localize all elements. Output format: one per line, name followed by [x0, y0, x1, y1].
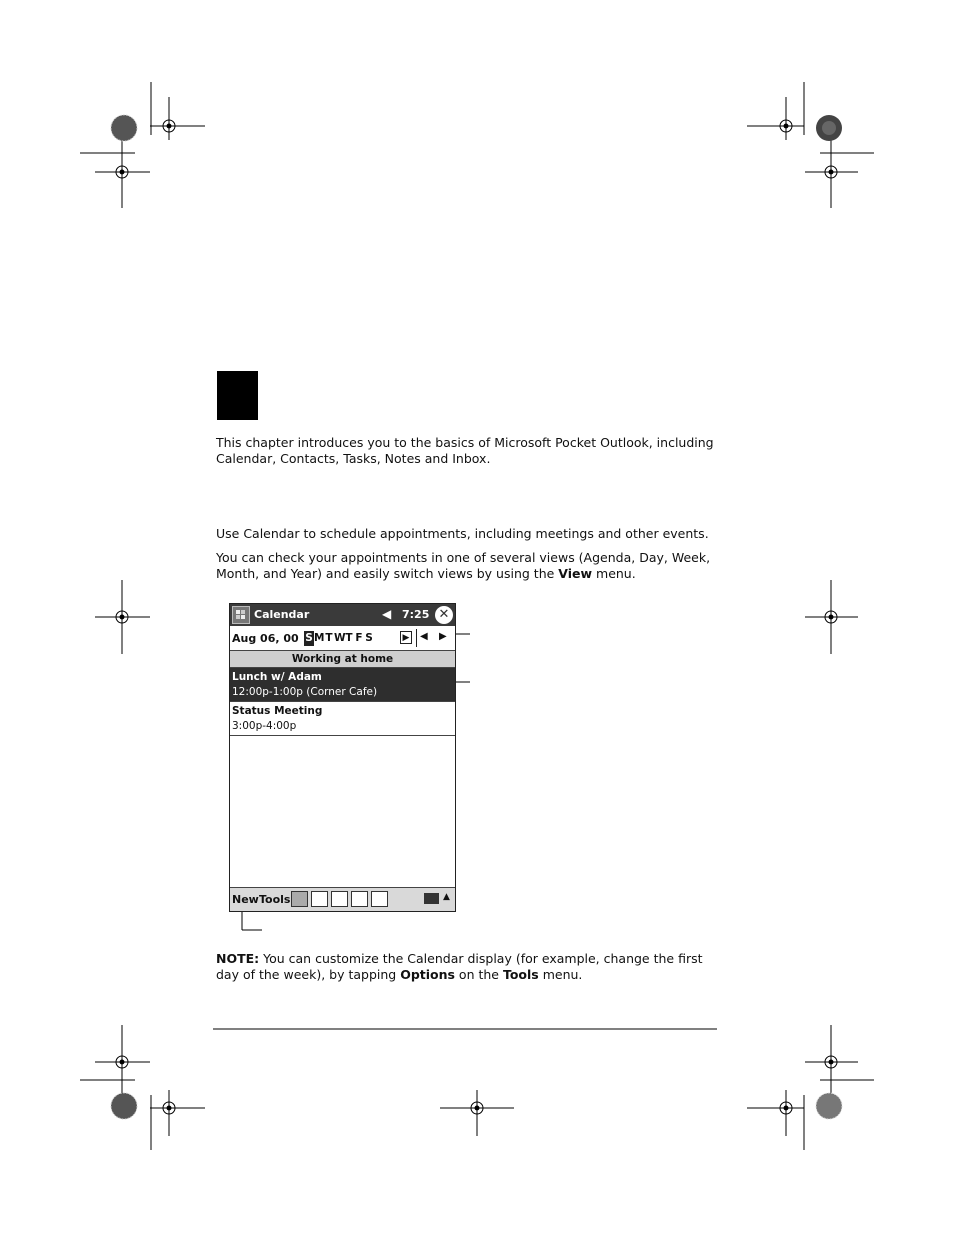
year-view-icon[interactable] [371, 891, 388, 907]
options-ref: Options [400, 966, 455, 982]
windows-flag-icon[interactable] [232, 606, 250, 624]
note-text-3: menu. [538, 966, 583, 982]
note-paragraph [216, 951, 726, 982]
day-view-icon[interactable] [311, 891, 328, 907]
calendar-paragraph-2 [216, 550, 726, 581]
intro-paragraph: This chapter introduces you to the basics of Microsoft Pocket Outlook, including Calendar, Contacts, Tasks, Notes and Inbox. [216, 435, 714, 466]
calendar-paragraph-1: Use Calendar to schedule appointments, including meetings and other events. [216, 526, 709, 541]
new-menu[interactable]: New [232, 893, 259, 906]
speaker-icon[interactable]: ◀︎ [382, 607, 392, 621]
goto-today-icon[interactable]: ▶ [400, 631, 412, 644]
chapter-tab-block [217, 371, 258, 420]
keyboard-icon[interactable] [424, 893, 439, 904]
title-bar [230, 604, 455, 626]
week-view-icon[interactable] [331, 891, 348, 907]
appointment-item[interactable] [230, 668, 455, 702]
weekday-sun[interactable]: S [305, 632, 313, 644]
note-text-2: on the [454, 966, 503, 982]
nav-separator [416, 629, 417, 647]
weekday-mon[interactable]: M [314, 632, 325, 644]
current-date[interactable]: Aug 06, 00 [232, 632, 299, 645]
weekday-selector [304, 631, 374, 646]
input-panel-arrow-icon[interactable]: ▲ [443, 892, 450, 902]
tools-menu[interactable]: Tools [259, 893, 291, 906]
appointment-title: Lunch w/ Adam [232, 671, 322, 683]
weekday-thu[interactable]: T [345, 632, 353, 644]
calendar-screenshot [229, 603, 456, 912]
weekday-tue[interactable]: T [325, 632, 333, 644]
tools-ref: Tools [502, 966, 539, 982]
appointment-item[interactable] [230, 702, 455, 736]
view-menu-ref: View [558, 565, 593, 581]
weekday-fri[interactable]: F [355, 632, 363, 644]
month-view-icon[interactable] [351, 891, 368, 907]
appointment-title: Status Meeting [232, 705, 323, 717]
all-day-event[interactable]: Working at home [230, 651, 455, 668]
clock-time[interactable]: 7:25 [402, 608, 430, 621]
date-nav-bar [230, 626, 455, 651]
command-bar [230, 887, 455, 912]
para2-text-start: You can check your appointments in one of several views (Agenda, Day, Week, Month, and Year) and easily switch views by using the [216, 550, 711, 581]
appointment-detail: 3:00p-4:00p [232, 720, 297, 732]
agenda-view-icon[interactable] [291, 891, 308, 907]
note-text-1: You can customize the Calendar display (for example, change the first day of the week), by tapping [216, 951, 703, 982]
weekday-sat[interactable]: S [365, 632, 373, 644]
close-icon[interactable]: ✕ [435, 606, 453, 624]
appointment-detail: 12:00p-1:00p (Corner Cafe) [232, 686, 378, 698]
prev-week-icon[interactable]: ◀ [420, 631, 428, 642]
app-title: Calendar [254, 608, 310, 621]
next-week-icon[interactable]: ▶ [439, 631, 447, 642]
note-label: NOTE: [216, 951, 260, 966]
weekday-wed[interactable]: W [334, 632, 346, 644]
para2-text-end: menu. [592, 565, 636, 581]
